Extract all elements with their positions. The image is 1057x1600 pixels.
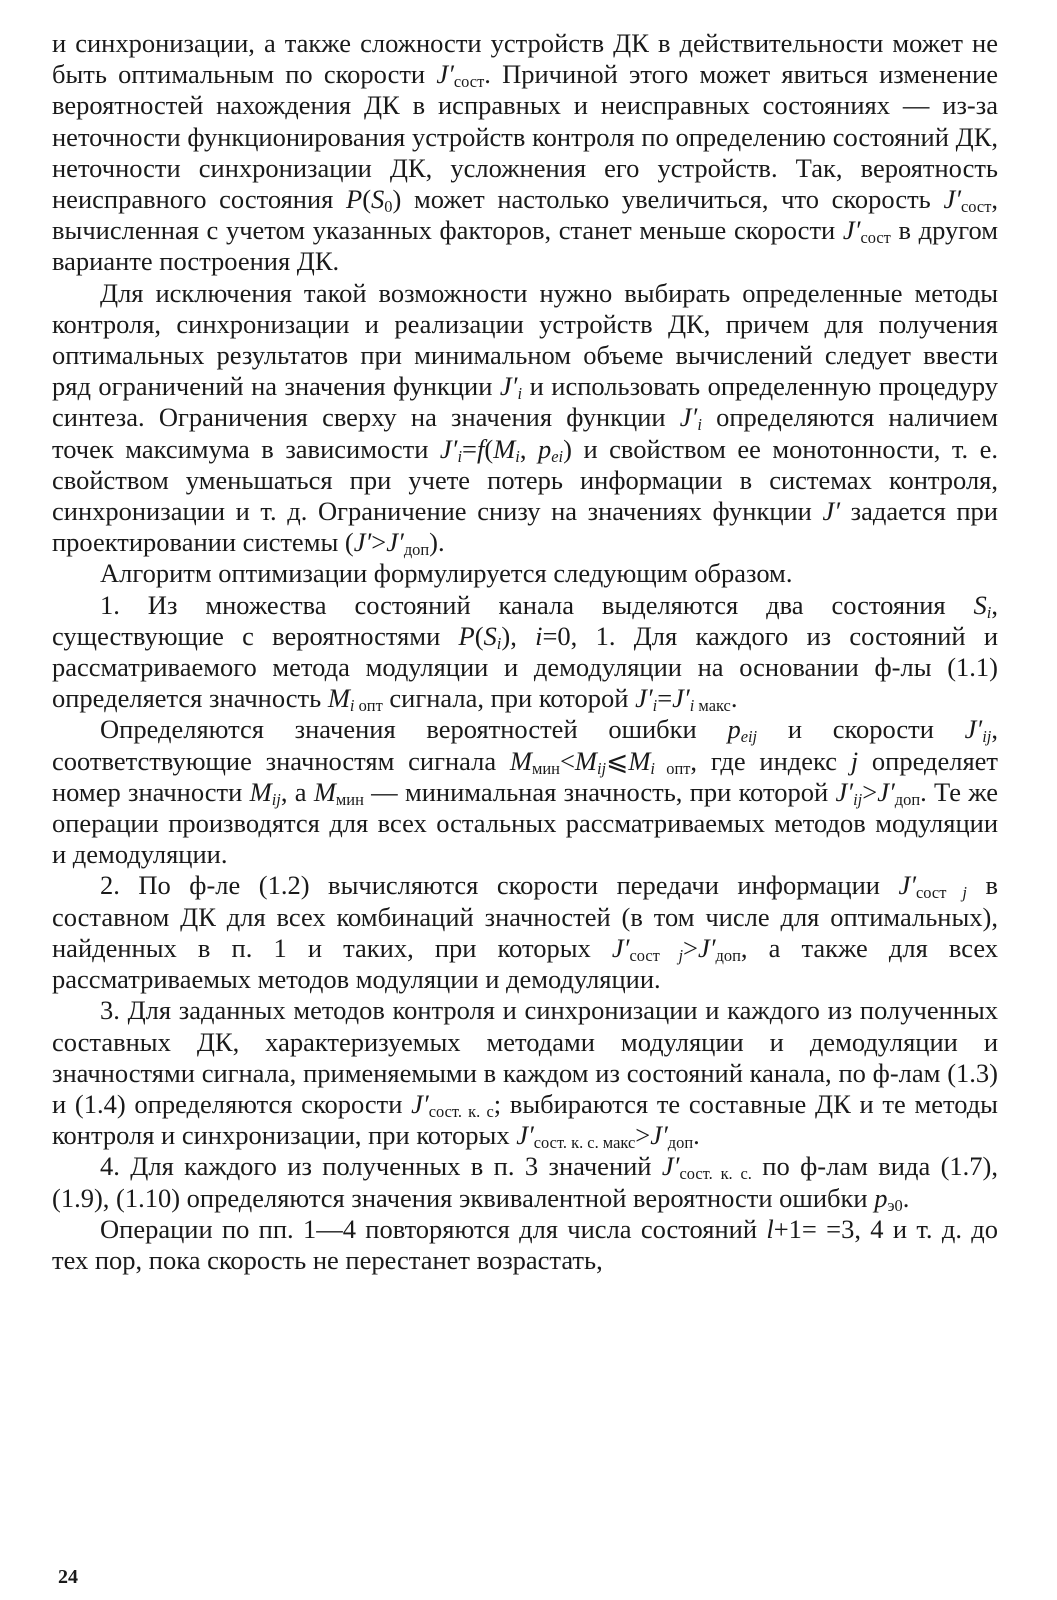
paragraph-5: Определяются значения вероятностей ошибки $p_{eij}$ и скорости $J'_{ij}$, соответствующие значностям сигнала $M_{мин}<M_{ij}⩽M_{i опт}$, где индекс j определяет номер значности $M_{ij}$, а $M_{мин}$ — минимальная значность, при которой $J'_{ij}>J'_{доп}$. Те же операции производятся для всех остальных рассматриваемых методов модуляции и демодуляции. <box>52 714 998 870</box>
page-number: 24 <box>58 1566 78 1588</box>
page-body <box>52 28 998 1276</box>
paragraph-3: Алгоритм оптимизации формулируется следующим образом. <box>100 558 793 589</box>
paragraph-4: 1. Из множества состояний канала выделяются два состояния $S_i$, существующие с вероятностями $P(S_i)$, i=0, 1. Для каждого из состояний и рассматриваемого метода модуляции и демодуляции на основании ф-лы (1.1) определяется значность $M_{i опт}$ сигнала, при которой $J'_i=J'_{i макс}$. <box>52 589 999 716</box>
paragraph-6: 2. По ф-ле (1.2) вычисляются скорости передачи информации $J'_{сост j}$ в составном ДК для всех комбинаций значностей (в том числе для оптимальных), найденных в п. 1 и таких, при которых $J'_{сост j}>J'_{доп}$, а также для всех рассматриваемых методов модуляции и демодуляции. <box>52 870 999 995</box>
paragraph-9: Операции по пп. 1—4 повторяются для числа состояний l+1= =3, 4 и т. д. до тех пор, пока скорость не перестанет возрастать, <box>52 1213 998 1275</box>
paragraph-2: Для исключения такой возможности нужно выбирать определенные методы контроля, синхронизации и реализации устройств ДК, причем для получения оптимальных результатов при минимальном объеме вычислений следует ввести ряд ограничений на значения функции $J'_i$ и использовать определенную процедуру синтеза. Ограничения сверху на значения функции $J'_i$ определяются наличием точек максимума в зависимости $J'_i=f(M_i$, $p_{ei}$) и свойством ее монотонности, т. е. свойством уменьшаться при учете потерь информации в системах контроля, синхронизации и т. д. Ограничение снизу на значениях функции J′ задается при проектировании системы $(J'>J'_{доп})$. <box>52 277 999 560</box>
paragraph-1: и синхронизации, а также сложности устройств ДК в действительности может не быть оптимальным по скорости $J'_{сост}$. Причиной этого может явиться изменение вероятностей нахождения ДК в исправных и неисправных состояниях — из-за неточности функционирования устройств контроля по определению состояний ДК, неточности синхронизации ДК, усложнения его устройств. Так, вероятность неисправного состояния $P(S_0)$ может настолько увеличиться, что скорость $J'_{сост}$, вычисленная с учетом указанных факторов, станет меньше скорости $J'_{сост}$ в другом варианте построения ДК. <box>52 28 999 277</box>
paragraph-8: 4. Для каждого из полученных в п. 3 значений $J'_{сост. к. с.}$ по ф-лам вида (1.7), (1.9), (1.10) определяются значения эквивалентной вероятности ошибки $p_{э0}$. <box>52 1151 999 1215</box>
paragraph-7: 3. Для заданных методов контроля и синхронизации и каждого из полученных составных ДК, характеризуемых методами модуляции и демодуляции и значностями сигнала, применяемыми в каждом из состояний канала, по ф-лам (1.3) и (1.4) определяются скорости $J'_{сост. к. с}$; выбираются те составные ДК и те методы контроля и синхронизации, при которых $J'_{сост. к. с. макс}>J'_{доп}$. <box>52 995 998 1153</box>
